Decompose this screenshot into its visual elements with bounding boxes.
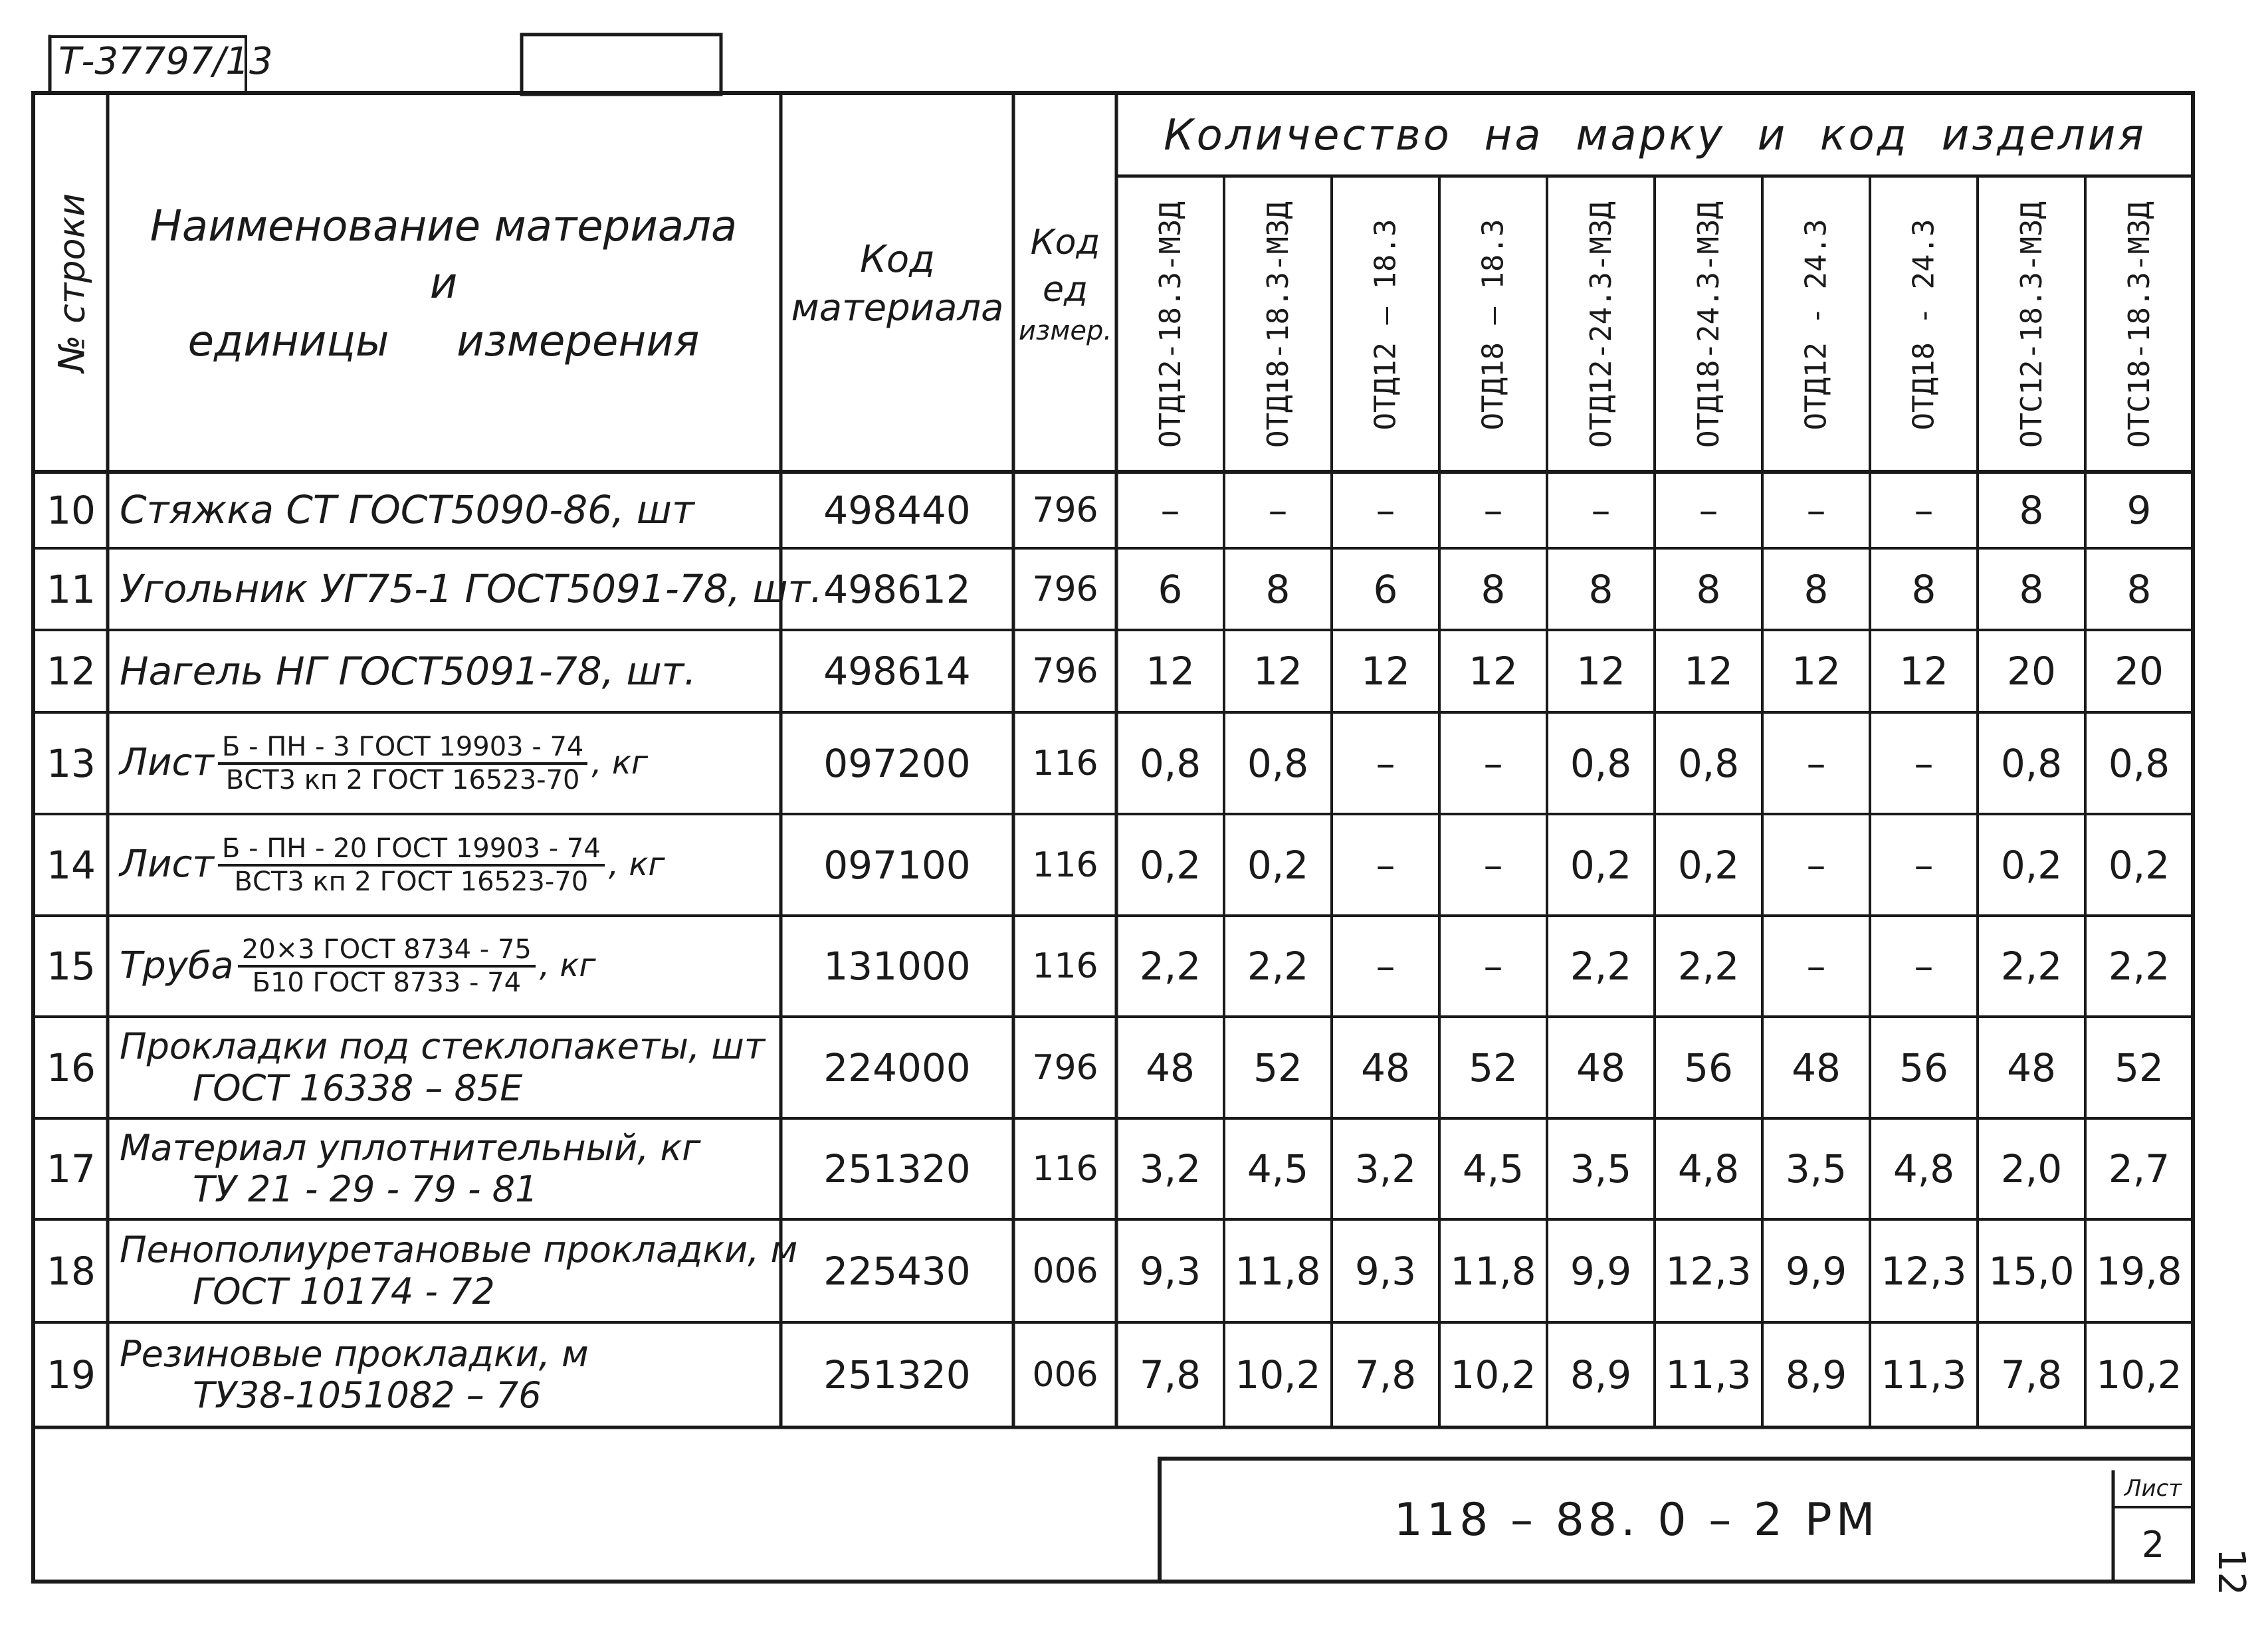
quantity-cell: 8	[1696, 566, 1721, 612]
quantity-cell: 2,2	[1570, 944, 1632, 989]
quantity-cell: –	[1376, 944, 1395, 989]
material-name-prefix: Лист	[120, 741, 214, 785]
product-label-8: ОТД18 - 24.3	[1907, 219, 1941, 430]
material-code: 225430	[823, 1248, 971, 1294]
quantity-cell: –	[1699, 487, 1718, 533]
material-spec-denominator: Б10 ГОСТ 8733 - 74	[252, 968, 522, 998]
quantity-cell: 0,2	[2108, 842, 2170, 888]
quantity-cell: –	[1483, 944, 1503, 989]
product-col-5	[1548, 178, 1653, 470]
material-name-prefix: Лист	[120, 843, 214, 886]
material-name-line1: Резиновые прокладки, м	[120, 1332, 589, 1375]
header-name-line1: Наименование материала	[150, 201, 738, 251]
header-quantity-group: Количество на марку и код изделия	[1164, 111, 2146, 160]
quantity-cell: 12	[1576, 649, 1625, 694]
quantity-cell: 0,2	[1570, 842, 1632, 888]
material-name	[120, 918, 777, 1014]
unit-code: 116	[1032, 845, 1098, 885]
material-code: 097100	[823, 842, 971, 888]
material-name-line1: Материал уплотнительный, кг	[120, 1126, 701, 1169]
quantity-cell: 0,8	[1677, 740, 1740, 786]
quantity-cell: –	[1914, 944, 1934, 989]
quantity-cell: –	[1483, 740, 1503, 786]
material-name	[120, 1222, 798, 1320]
quantity-cell: 8,9	[1570, 1352, 1632, 1397]
quantity-cell: 3,5	[1570, 1146, 1632, 1191]
quantity-cell: 8	[2019, 566, 2044, 612]
product-col-8	[1871, 178, 1976, 470]
material-unit-suffix: , кг	[608, 845, 665, 883]
page-mark-text: 12	[2210, 1548, 2253, 1596]
product-label-2: ОТД18-18.3-МЗД	[1261, 201, 1295, 448]
header-name-line3: единицы измерения	[187, 316, 700, 366]
quantity-cell: 20	[2114, 649, 2164, 694]
quantity-cell: 0,2	[1677, 842, 1740, 888]
quantity-cell: 8	[2126, 566, 2152, 612]
product-col-4	[1441, 178, 1546, 470]
quantity-cell: 48	[1146, 1045, 1195, 1090]
material-name	[120, 1121, 777, 1217]
unit-code: 006	[1032, 1355, 1098, 1395]
quantity-cell: –	[1591, 487, 1611, 533]
quantity-cell: 7,8	[2000, 1352, 2063, 1397]
material-name	[120, 551, 823, 627]
quantity-cell: –	[1376, 740, 1395, 786]
material-name	[120, 633, 777, 710]
quantity-cell: 2,2	[2108, 944, 2170, 989]
quantity-cell: 2,0	[2000, 1146, 2063, 1191]
quantity-cell: 52	[2114, 1045, 2164, 1090]
quantity-cell: 12	[1146, 649, 1195, 694]
quantity-cell: 4,8	[1677, 1146, 1740, 1191]
quantity-cell: 8	[1481, 566, 1506, 612]
row-number: 11	[47, 566, 96, 612]
header-unit-code	[1015, 100, 1115, 468]
material-name-line1: Прокладки под стеклопакеты, шт	[120, 1025, 766, 1068]
unit-code: 116	[1032, 946, 1098, 986]
quantity-cell: 48	[2007, 1045, 2056, 1090]
quantity-cell: 10,2	[2096, 1352, 2182, 1397]
material-name-text: Угольник УГ75-1 ГОСТ5091-78, шт.	[120, 566, 823, 612]
quantity-cell: 12	[1684, 649, 1733, 694]
header-unit-line3: измер.	[1018, 315, 1112, 346]
quantity-cell: 3,2	[1139, 1146, 1201, 1191]
quantity-cell: 48	[1792, 1045, 1841, 1090]
quantity-cell: 2,2	[2000, 944, 2063, 989]
quantity-cell: 12	[1469, 649, 1518, 694]
quantity-cell: 48	[1576, 1045, 1625, 1090]
material-unit-suffix: , кг	[591, 744, 649, 781]
quantity-cell: –	[1268, 487, 1288, 533]
material-name-line2: ГОСТ 10174 - 72	[193, 1270, 495, 1312]
quantity-cell: 19,8	[2096, 1248, 2182, 1294]
quantity-cell: 10,2	[1235, 1352, 1321, 1397]
quantity-cell: 20	[2007, 649, 2056, 694]
quantity-cell: –	[1806, 740, 1826, 786]
row-number: 16	[47, 1045, 96, 1090]
product-label-5: ОТД12-24.3-МЗД	[1584, 201, 1618, 448]
quantity-cell: –	[1806, 842, 1826, 888]
quantity-cell: 10,2	[1450, 1352, 1536, 1397]
unit-code: 116	[1032, 743, 1098, 783]
quantity-cell: 7,8	[1139, 1352, 1201, 1397]
material-name-line2: ТУ 21 - 29 - 79 - 81	[193, 1168, 538, 1210]
unit-code: 796	[1032, 651, 1098, 691]
product-label-9: ОТС12-18.3-МЗД	[2014, 201, 2049, 448]
quantity-cell: –	[1914, 487, 1934, 533]
sheet-code: 118 – 88. 0 – 2 РМ	[1393, 1494, 1879, 1546]
quantity-cell: 9,3	[1139, 1248, 1201, 1294]
material-name	[120, 474, 777, 546]
quantity-cell: 9	[2126, 487, 2152, 533]
quantity-cell: –	[1806, 487, 1826, 533]
material-unit-suffix: , кг	[539, 947, 596, 985]
quantity-cell: 11,8	[1235, 1248, 1321, 1294]
material-spec-numerator: 20×3 ГОСТ 8734 - 75	[238, 934, 536, 968]
material-code: 131000	[823, 944, 971, 989]
quantity-cell: 8	[2019, 487, 2044, 533]
row-number: 19	[47, 1352, 96, 1397]
product-col-7	[1764, 178, 1869, 470]
material-spec-denominator: ВСТ3 кп 2 ГОСТ 16523-70	[225, 764, 580, 795]
quantity-cell: 15,0	[1988, 1248, 2075, 1294]
quantity-cell: 0,8	[1139, 740, 1201, 786]
quantity-cell: 11,8	[1450, 1248, 1536, 1294]
product-label-10: ОТС18-18.3-МЗД	[2122, 201, 2156, 448]
material-name-text: Стяжка СТ ГОСТ5090-86, шт	[120, 487, 694, 533]
quantity-cell: 4,5	[1247, 1146, 1309, 1191]
material-name-line2: ТУ38-1051082 – 76	[193, 1374, 542, 1416]
product-label-1: ОТД12-18.3-МЗД	[1153, 201, 1187, 448]
quantity-cell: –	[1376, 487, 1395, 533]
quantity-cell: 0,8	[1247, 740, 1309, 786]
material-spec-fraction	[218, 732, 587, 795]
quantity-cell: 0,2	[2000, 842, 2063, 888]
quantity-cell: 9,3	[1354, 1248, 1417, 1294]
row-number: 18	[47, 1248, 96, 1294]
material-name	[120, 1325, 777, 1425]
quantity-cell: –	[1914, 842, 1934, 888]
quantity-cell: 4,5	[1462, 1146, 1524, 1191]
quantity-cell: –	[1160, 487, 1180, 533]
material-spec-numerator: Б - ПН - 3 ГОСТ 19903 - 74	[218, 732, 587, 765]
material-spec-fraction	[238, 934, 536, 998]
unit-code: 006	[1032, 1251, 1098, 1291]
material-spec-fraction	[218, 833, 605, 897]
row-number: 12	[47, 649, 96, 694]
quantity-cell: 3,2	[1354, 1146, 1417, 1191]
quantity-cell: 52	[1253, 1045, 1302, 1090]
quantity-cell: 4,8	[1893, 1146, 1955, 1191]
quantity-cell: 12,3	[1665, 1248, 1752, 1294]
sheet-label: Лист	[2124, 1475, 2182, 1502]
unit-code: 796	[1032, 569, 1098, 609]
quantity-cell: 3,5	[1785, 1146, 1847, 1191]
material-code: 498440	[823, 487, 971, 533]
row-number: 15	[47, 944, 96, 989]
quantity-cell: 2,2	[1677, 944, 1740, 989]
quantity-cell: 0,8	[2000, 740, 2063, 786]
product-col-2	[1225, 178, 1330, 470]
quantity-cell: –	[1914, 740, 1934, 786]
quantity-cell: 2,2	[1247, 944, 1309, 989]
quantity-cell: –	[1376, 842, 1395, 888]
header-code-line2: материала	[791, 286, 1004, 330]
quantity-cell: –	[1806, 944, 1826, 989]
header-unit-line2: ед	[1043, 269, 1088, 310]
material-code: 224000	[823, 1045, 971, 1090]
quantity-cell: 9,9	[1785, 1248, 1847, 1294]
header-unit-line1: Код	[1030, 223, 1100, 263]
unit-code: 796	[1032, 1047, 1098, 1088]
quantity-cell: 56	[1899, 1045, 1948, 1090]
quantity-cell: 11,3	[1665, 1352, 1752, 1397]
quantity-cell: 7,8	[1354, 1352, 1417, 1397]
material-name-prefix: Труба	[120, 944, 234, 987]
quantity-cell: 6	[1158, 566, 1183, 612]
quantity-cell: 12	[1792, 649, 1841, 694]
quantity-cell: 48	[1361, 1045, 1410, 1090]
quantity-cell: 0,8	[1570, 740, 1632, 786]
product-col-3	[1333, 178, 1438, 470]
product-col-1	[1118, 178, 1223, 470]
unit-code: 116	[1032, 1149, 1098, 1189]
quantity-cell: 12	[1361, 649, 1410, 694]
quantity-cell: 6	[1373, 566, 1398, 612]
material-code: 097200	[823, 740, 971, 786]
quantity-cell: –	[1483, 842, 1503, 888]
product-col-10	[2087, 178, 2192, 470]
quantity-cell: 2,2	[1139, 944, 1201, 989]
quantity-cell: 8	[1911, 566, 1936, 612]
archive-number: Т-37797/13	[58, 40, 273, 83]
material-code: 498614	[823, 649, 971, 694]
quantity-cell: 8	[1804, 566, 1829, 612]
unit-code: 796	[1032, 490, 1098, 530]
material-name	[120, 1019, 777, 1116]
material-code: 498612	[823, 566, 971, 612]
material-name	[120, 715, 777, 811]
material-name-text: Нагель НГ ГОСТ5091-78, шт.	[120, 648, 696, 694]
row-number: 17	[47, 1146, 96, 1191]
product-label-3: ОТД12 – 18.3	[1368, 219, 1403, 430]
material-name-line1: Пенополиуретановые прокладки, м	[120, 1229, 798, 1271]
sheet-number: 2	[2141, 1523, 2165, 1566]
quantity-cell: 56	[1684, 1045, 1733, 1090]
material-spec-denominator: ВСТ3 кп 2 ГОСТ 16523-70	[234, 866, 589, 897]
quantity-cell: 8	[1265, 566, 1290, 612]
quantity-cell: 12,3	[1881, 1248, 1967, 1294]
quantity-cell: 12	[1899, 649, 1948, 694]
quantity-cell: 52	[1469, 1045, 1518, 1090]
product-label-4: ОТД18 – 18.3	[1476, 219, 1510, 430]
material-spec-numerator: Б - ПН - 20 ГОСТ 19903 - 74	[218, 833, 605, 867]
header-code-line1: Код	[860, 237, 935, 281]
quantity-cell: 8	[1588, 566, 1613, 612]
material-name	[120, 817, 777, 913]
quantity-cell: 0,2	[1247, 842, 1309, 888]
material-code: 251320	[823, 1146, 971, 1191]
quantity-cell: 12	[1253, 649, 1302, 694]
page-mark	[2205, 1528, 2258, 1615]
product-col-6	[1656, 178, 1761, 470]
row-number: 13	[47, 740, 96, 786]
quantity-cell: 0,8	[2108, 740, 2170, 786]
quantity-cell: 11,3	[1881, 1352, 1967, 1397]
header-material-code	[783, 100, 1012, 468]
quantity-cell: –	[1483, 487, 1503, 533]
product-label-7: ОТД12 - 24.3	[1799, 219, 1833, 430]
row-number: 10	[47, 487, 96, 533]
product-col-9	[1979, 178, 2084, 470]
material-name-line2: ГОСТ 16338 – 85Е	[193, 1067, 523, 1109]
product-label-6: ОТД18-24.3-МЗД	[1691, 201, 1726, 448]
material-code: 251320	[823, 1352, 971, 1397]
row-number: 14	[47, 842, 96, 888]
header-name-line2: и	[429, 259, 458, 309]
quantity-cell: 9,9	[1570, 1248, 1632, 1294]
header-material-name	[110, 100, 777, 468]
header-row-number	[37, 96, 106, 468]
quantity-cell: 8,9	[1785, 1352, 1847, 1397]
quantity-cell: 2,7	[2108, 1146, 2170, 1191]
quantity-cell: 0,2	[1139, 842, 1201, 888]
header-row-number-label: № строки	[51, 193, 92, 372]
